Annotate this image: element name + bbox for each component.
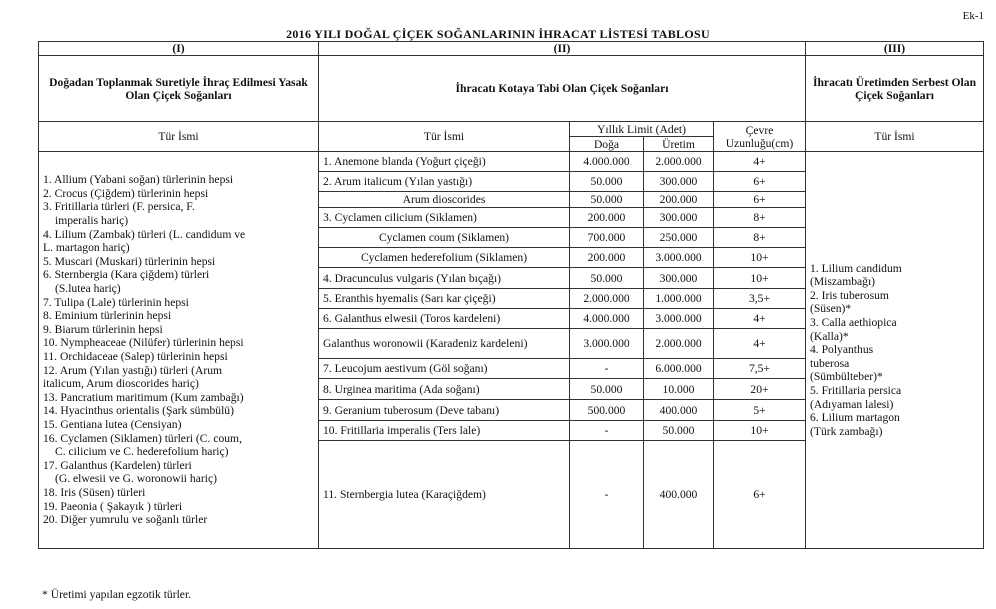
list-item: 15. Gentiana lutea (Censiyan) xyxy=(43,417,182,431)
species-name: 3. Cyclamen cilicium (Siklamen) xyxy=(319,208,570,228)
list-item: 10. Nympheaceae (Nilüfer) türlerinin hepsi xyxy=(43,336,244,350)
cevre-value: 5+ xyxy=(714,400,806,421)
cevre-value: 4+ xyxy=(714,309,806,329)
species-name: 11. Sternbergia lutea (Karaçiğdem) xyxy=(319,441,570,549)
uretim-value: 300.000 xyxy=(644,172,714,192)
list-item: 6. Lilium martagon xyxy=(810,411,900,425)
list-item: 5. Fritillaria persica xyxy=(810,383,902,397)
doga-value: 4.000.000 xyxy=(570,152,644,172)
section-headers-row xyxy=(39,56,984,122)
list-item: 13. Pancratium maritimum (Kum zambağı) xyxy=(43,390,244,404)
uretim-value: 10.000 xyxy=(644,379,714,400)
doga-value: - xyxy=(570,441,644,549)
cevre-value: 10+ xyxy=(714,268,806,289)
species-name: 7. Leucojum aestivum (Göl soğanı) xyxy=(319,359,570,379)
uretim-value: 2.000.000 xyxy=(644,152,714,172)
cevre-value: 6+ xyxy=(714,441,806,549)
species-name: 8. Urginea maritima (Ada soğanı) xyxy=(319,379,570,400)
page-title: 2016 YILI DOĞAL ÇİÇEK SOĞANLARININ İHRACAT LİSTESİ TABLOSU xyxy=(286,27,710,41)
cevre-value: 8+ xyxy=(714,228,806,248)
uretim-value: 300.000 xyxy=(644,208,714,228)
species-name: 2. Arum italicum (Yılan yastığı) xyxy=(319,172,570,192)
yillik-limit-header: Yıllık Limit (Adet) xyxy=(570,122,714,137)
uretim-value: 6.000.000 xyxy=(644,359,714,379)
table-row xyxy=(39,152,984,172)
doga-value: 2.000.000 xyxy=(570,289,644,309)
cevre-header: Çevre Uzunluğu(cm) xyxy=(714,122,806,152)
list-item: (Miszambağı) xyxy=(810,275,876,289)
doga-value: 500.000 xyxy=(570,400,644,421)
list-item: 3. Calla aethiopica xyxy=(810,316,897,330)
doga-value: - xyxy=(570,359,644,379)
col3-species-list xyxy=(806,152,984,549)
list-item: L. martagon hariç) xyxy=(43,241,130,255)
subheader-row-1 xyxy=(39,122,984,137)
uretim-value: 300.000 xyxy=(644,268,714,289)
list-item: 6. Sternbergia (Kara çiğdem) türleri xyxy=(43,268,210,282)
uretim-value: 200.000 xyxy=(644,192,714,208)
list-item: (Türk zambağı) xyxy=(810,424,883,438)
species-name: Arum dioscorides xyxy=(319,192,570,208)
cevre-value: 8+ xyxy=(714,208,806,228)
list-item: 18. Iris (Süsen) türleri xyxy=(43,485,146,499)
species-name: Galanthus woronowii (Karadeniz kardeleni) xyxy=(319,329,570,359)
doga-value: 700.000 xyxy=(570,228,644,248)
col3-tur-ismi: Tür İsmi xyxy=(806,122,984,152)
section-numbers-row xyxy=(39,42,984,56)
list-item: 12. Arum (Yılan yastığı) türleri (Arum xyxy=(43,363,223,377)
species-name: 6. Galanthus elwesii (Toros kardeleni) xyxy=(319,309,570,329)
uretim-value: 50.000 xyxy=(644,421,714,441)
list-item: 2. Iris tuberosum xyxy=(810,288,889,302)
doga-value: 50.000 xyxy=(570,379,644,400)
uretim-value: 1.000.000 xyxy=(644,289,714,309)
list-item: 1. Lilium candidum xyxy=(810,261,902,275)
list-item: 20. Diğer yumrulu ve soğanlı türler xyxy=(43,513,208,527)
export-list-table xyxy=(38,41,984,549)
list-item: C. cilicium ve C. hederefolium hariç) xyxy=(55,445,229,459)
cevre-value: 4+ xyxy=(714,152,806,172)
doga-value: 200.000 xyxy=(570,208,644,228)
col1-header: Doğadan Toplanmak Suretiyle İhraç Edilmesi Yasak Olan Çiçek Soğanları xyxy=(39,56,319,122)
doga-value: 50.000 xyxy=(570,172,644,192)
list-item: 4. Polyanthus xyxy=(810,343,874,357)
list-item: 14. Hyacinthus orientalis (Şark sümbülü) xyxy=(43,404,234,418)
uretim-header: Üretim xyxy=(644,137,714,152)
list-item: 4. Lilium (Zambak) türleri (L. candidum ve xyxy=(43,227,246,241)
cevre-value: 7,5+ xyxy=(714,359,806,379)
section-ii-label: (II) xyxy=(319,42,806,56)
cevre-value: 6+ xyxy=(714,172,806,192)
cevre-value: 10+ xyxy=(714,248,806,268)
uretim-value: 2.000.000 xyxy=(644,329,714,359)
uretim-value: 3.000.000 xyxy=(644,248,714,268)
uretim-value: 3.000.000 xyxy=(644,309,714,329)
list-item: (Süsen)* xyxy=(810,302,852,316)
species-name: 5. Eranthis hyemalis (Sarı kar çiçeği) xyxy=(319,289,570,309)
section-iii-label: (III) xyxy=(806,42,984,56)
col1-tur-ismi: Tür İsmi xyxy=(39,122,319,152)
uretim-value: 400.000 xyxy=(644,400,714,421)
uretim-value: 250.000 xyxy=(644,228,714,248)
list-item: 11. Orchidaceae (Salep) türlerinin hepsi xyxy=(43,350,228,363)
species-name: Cyclamen coum (Siklamen) xyxy=(319,228,570,248)
doga-value: 50.000 xyxy=(570,268,644,289)
species-name: 10. Fritillaria imperalis (Ters lale) xyxy=(319,421,570,441)
list-item: (Sümbülteber)* xyxy=(810,370,883,384)
list-item: 1. Allium (Yabani soğan) türlerinin hepsi xyxy=(43,173,234,187)
species-name: 1. Anemone blanda (Yoğurt çiçeği) xyxy=(319,152,570,172)
list-item: 5. Muscari (Muskari) türlerinin hepsi xyxy=(43,254,216,268)
cevre-value: 3,5+ xyxy=(714,289,806,309)
cevre-value: 4+ xyxy=(714,329,806,359)
cevre-value: 10+ xyxy=(714,421,806,441)
section-i-label: (I) xyxy=(39,42,319,56)
doga-value: 200.000 xyxy=(570,248,644,268)
list-item: (Adıyaman lalesi) xyxy=(810,397,894,411)
doga-value: - xyxy=(570,421,644,441)
list-item: italicum, Arum dioscorides hariç) xyxy=(43,377,199,391)
list-item: 2. Crocus (Çiğdem) türlerinin hepsi xyxy=(43,186,209,200)
species-name: 9. Geranium tuberosum (Deve tabanı) xyxy=(319,400,570,421)
species-name: Cyclamen hederefolium (Siklamen) xyxy=(319,248,570,268)
list-item: tuberosa xyxy=(810,356,850,370)
list-item: (Kalla)* xyxy=(810,329,849,343)
doga-value: 50.000 xyxy=(570,192,644,208)
col2-tur-ismi: Tür İsmi xyxy=(319,122,570,152)
list-item: (S.lutea hariç) xyxy=(55,282,121,296)
doga-value: 3.000.000 xyxy=(570,329,644,359)
col1-species-list xyxy=(39,152,319,549)
doga-value: 4.000.000 xyxy=(570,309,644,329)
uretim-value: 400.000 xyxy=(644,441,714,549)
cevre-value: 20+ xyxy=(714,379,806,400)
cevre-value: 6+ xyxy=(714,192,806,208)
species-name: 4. Dracunculus vulgaris (Yılan bıçağı) xyxy=(319,268,570,289)
list-item: imperalis hariç) xyxy=(55,214,129,228)
annex-label: Ek-1 xyxy=(962,10,984,22)
list-item: 17. Galanthus (Kardelen) türleri xyxy=(43,458,192,472)
list-item: 3. Fritillaria türleri (F. persica, F. xyxy=(43,200,195,214)
doga-header: Doğa xyxy=(570,137,644,152)
list-item: 16. Cyclamen (Siklamen) türleri (C. coum, xyxy=(43,431,242,445)
list-item: 8. Eminium türlerinin hepsi xyxy=(43,309,172,323)
list-item: 7. Tulipa (Lale) türlerinin hepsi xyxy=(43,295,189,309)
list-item: 9. Biarum türlerinin hepsi xyxy=(43,322,163,336)
footnote: * Üretimi yapılan egzotik türler. xyxy=(42,588,192,601)
list-item: 19. Paeonia ( Şakayık ) türleri xyxy=(43,499,183,513)
list-item: (G. elwesii ve G. woronowii hariç) xyxy=(55,472,217,486)
col2-header: İhracatı Kotaya Tabi Olan Çiçek Soğanları xyxy=(319,56,806,122)
col3-header: İhracatı Üretimden Serbest Olan Çiçek Soğanları xyxy=(806,56,984,122)
